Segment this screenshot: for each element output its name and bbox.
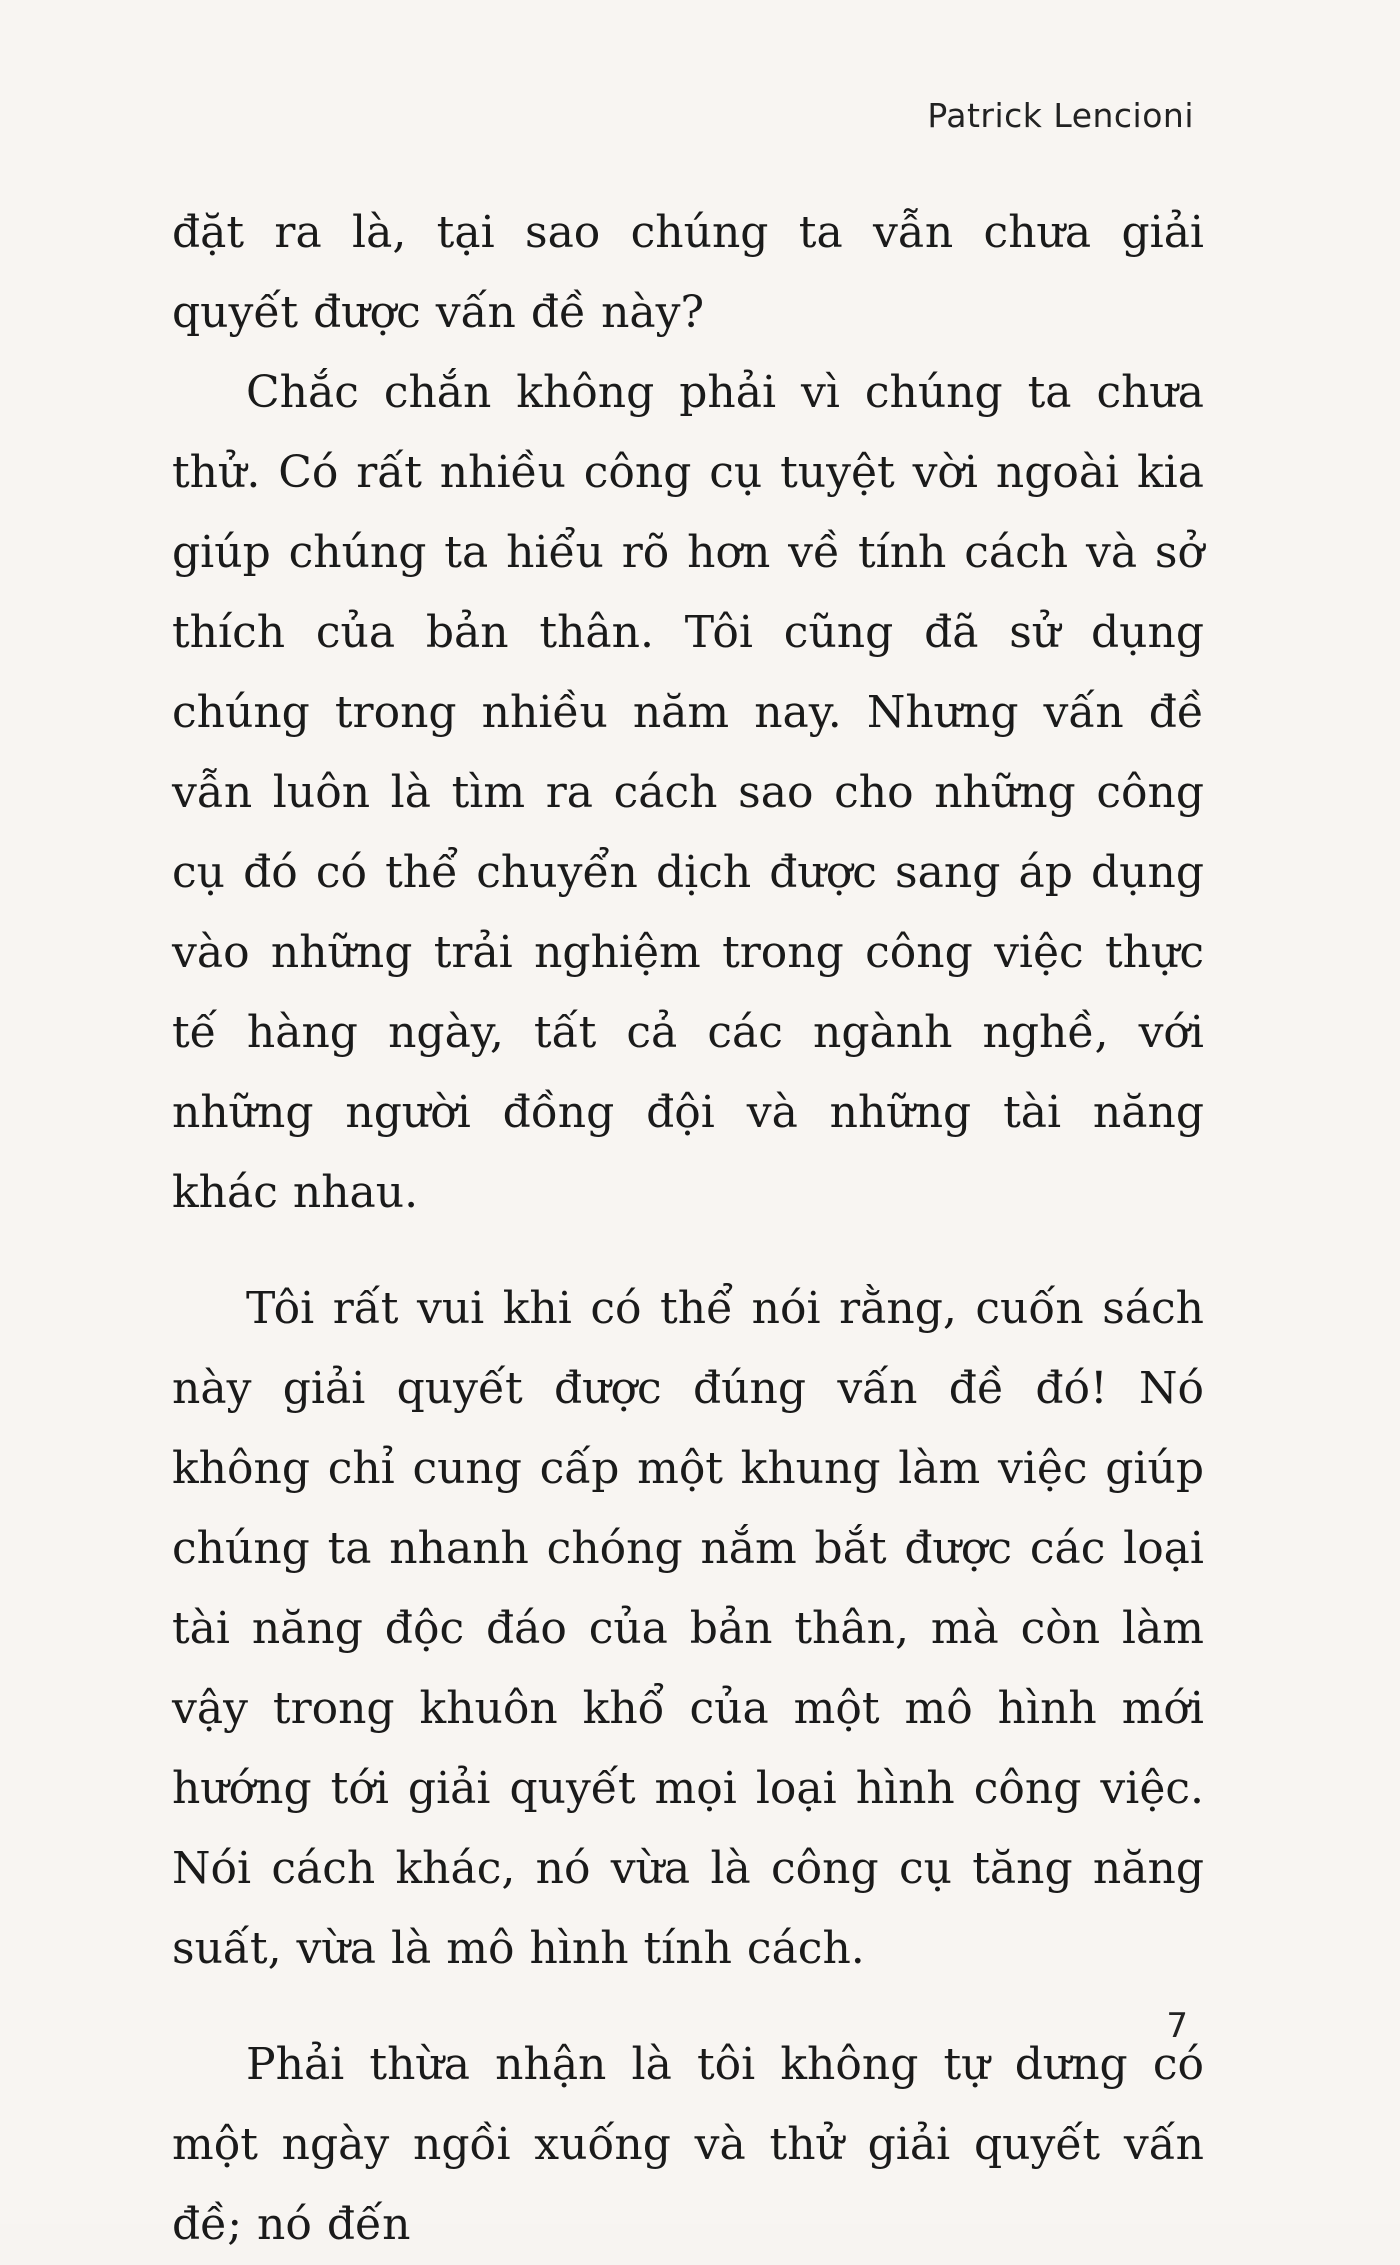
paragraph-4: Phải thừa nhận là tôi không tự dưng có một ngày ngồi xuống và thử giải quyết vấn đề; nó đến xyxy=(172,2039,1204,2250)
body-text xyxy=(172,193,1204,2265)
page-number: 7 xyxy=(1166,2006,1188,2046)
paragraph-2: Chắc chắn không phải vì chúng ta chưa thử. Có rất nhiều công cụ tuyệt vời ngoài kia giúp chúng ta hiểu rõ hơn về tính cách và sở thích của bản thân. Tôi cũng đã sử dụng chúng trong nhiều năm nay. Nhưng vấn đề vẫn luôn là tìm ra cách sao cho những công cụ đó có thể chuyển dịch được sang áp dụng vào những trải nghiệm trong công việc thực tế hàng ngày, tất cả các ngành nghề, với những người đồng đội và những tài năng khác nhau. xyxy=(172,367,1204,1218)
paragraph-1: đặt ra là, tại sao chúng ta vẫn chưa giải quyết được vấn đề này? xyxy=(172,207,1204,338)
running-head-author: Patrick Lencioni xyxy=(927,96,1194,135)
paragraph-3: Tôi rất vui khi có thể nói rằng, cuốn sách này giải quyết được đúng vấn đề đó! Nó không chỉ cung cấp một khung làm việc giúp chúng ta nhanh chóng nắm bắt được các loại tài năng độc đáo của bản thân, mà còn làm vậy trong khuôn khổ của một mô hình mới hướng tới giải quyết mọi loại hình công việc. Nói cách khác, nó vừa là công cụ tăng năng suất, vừa là mô hình tính cách. xyxy=(172,1283,1204,1974)
